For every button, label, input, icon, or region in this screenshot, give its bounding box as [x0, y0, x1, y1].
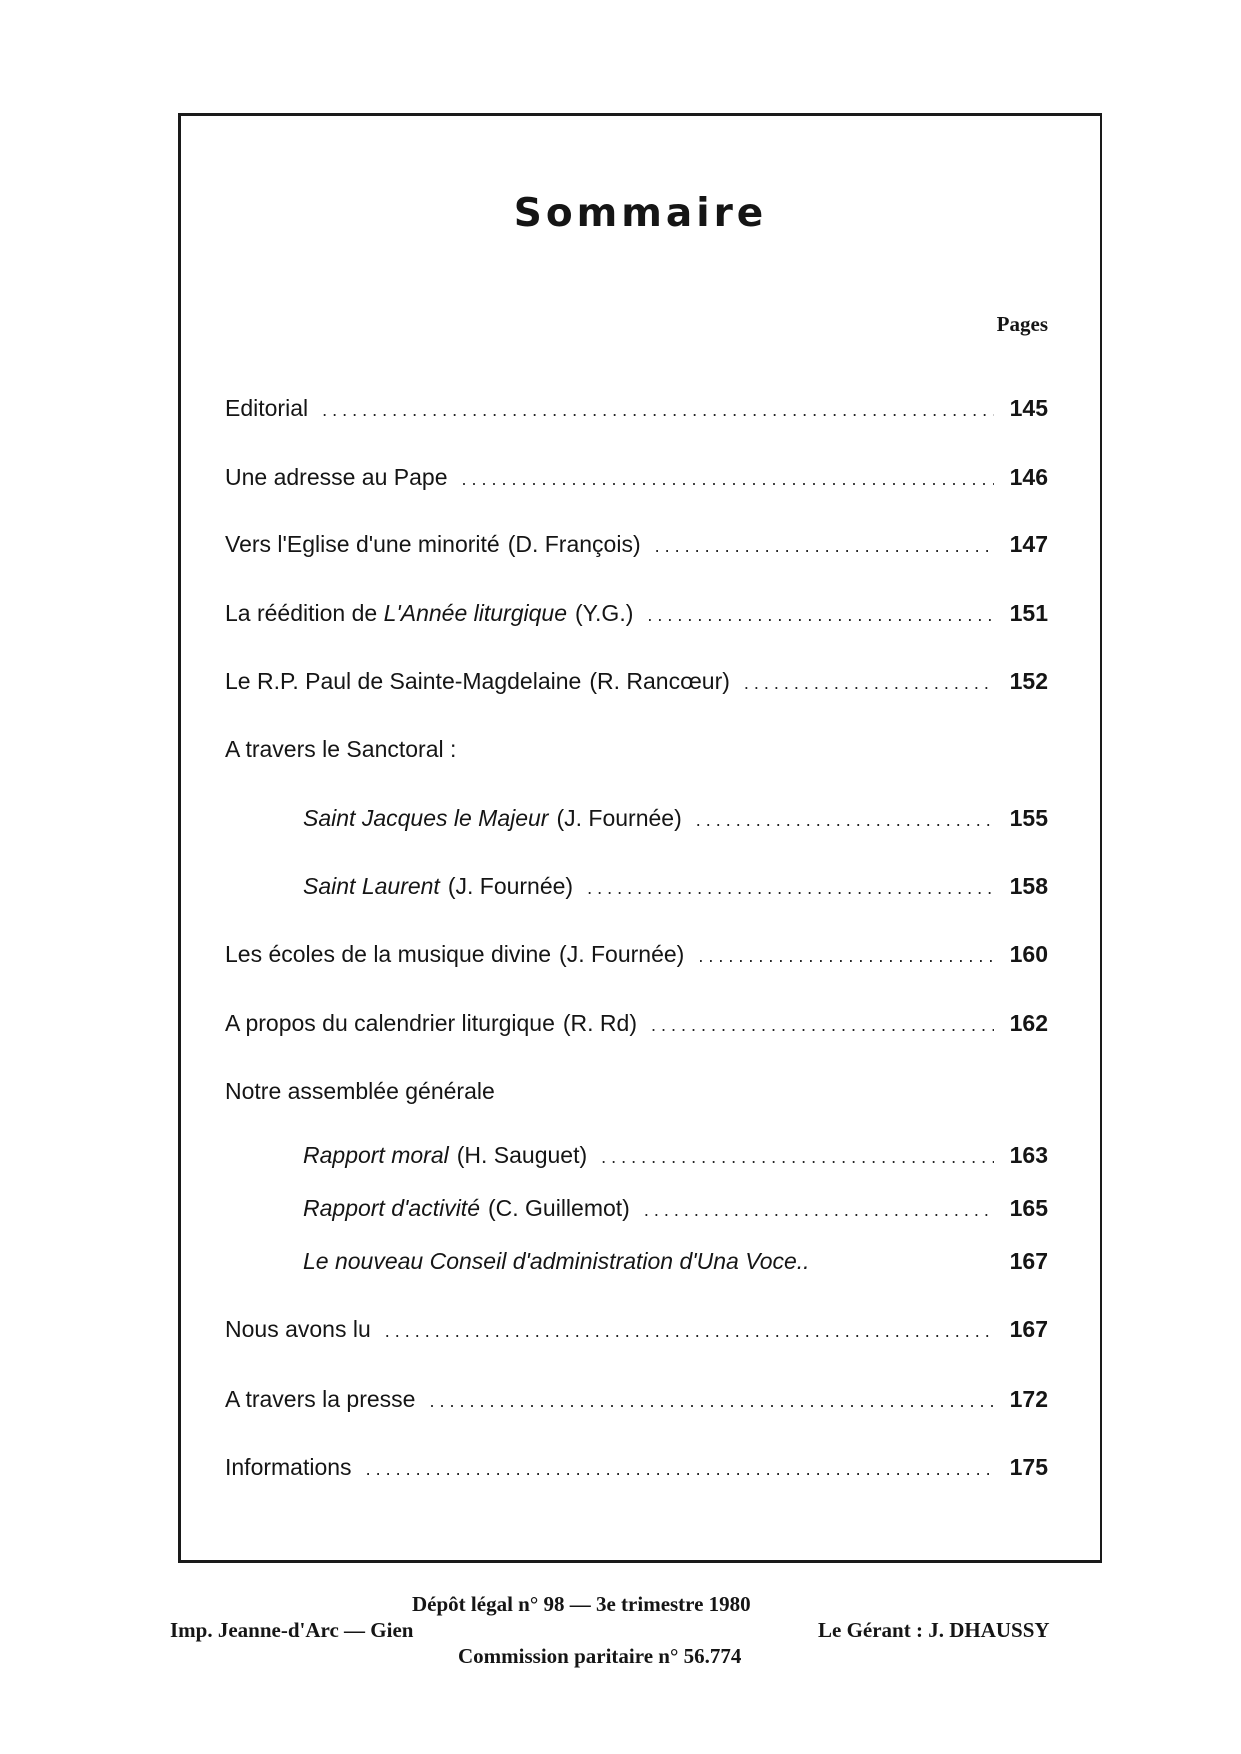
page-number: 146: [1009, 464, 1048, 490]
dot-leader: [644, 1200, 994, 1221]
page-number: 175: [1009, 1454, 1048, 1480]
entry-title: Le R.P. Paul de Sainte-Magdelaine: [225, 668, 582, 694]
entry-title-italic: Rapport d'activité: [303, 1195, 480, 1221]
entry-title-italic: Rapport moral: [303, 1142, 449, 1168]
toc-entry-conseil: [303, 1248, 1048, 1284]
entry-title: Vers l'Eglise d'une minorité: [225, 531, 500, 557]
entry-author: (R. Rd): [562, 1010, 637, 1036]
entry-title: [303, 1248, 810, 1275]
section-heading: Notre assemblée générale: [225, 1078, 495, 1104]
entry-author: (J. Fournée): [559, 941, 685, 967]
dot-leader: [366, 1459, 994, 1480]
toc-entry-eglise-minorite: [225, 531, 1048, 567]
dot-leader: [601, 1147, 994, 1168]
toc-entry-rapport-activite: [303, 1195, 1048, 1231]
entry-title: Une adresse au Pape: [225, 464, 448, 490]
pages-column-label: Pages: [996, 312, 1048, 336]
entry-title-italic: L'Année liturgique: [383, 600, 567, 626]
entry-author: (J. Fournée): [447, 873, 574, 899]
section-heading: A travers le Sanctoral :: [225, 736, 457, 762]
toc-section-assemblee: [225, 1078, 1048, 1114]
entry-title-italic: Saint Jacques le Majeur: [303, 805, 549, 831]
page-number: 155: [1009, 805, 1048, 831]
toc-entry-editorial: [225, 395, 1048, 431]
footer-depot-legal: Dépôt légal n° 98 — 3e trimestre 1980: [412, 1592, 751, 1616]
dot-leader: [385, 1321, 994, 1342]
entry-title: [303, 1195, 480, 1222]
entry-title: [303, 1142, 449, 1169]
toc-entry-informations: [225, 1454, 1048, 1490]
toc-entry-adresse-pape: [225, 464, 1048, 500]
page-number: 160: [1009, 941, 1048, 967]
toc-entry-presse: [225, 1386, 1048, 1422]
entry-title-italic: Saint Laurent: [303, 873, 440, 899]
dot-leader: [744, 673, 994, 694]
toc-entry-nous-avons-lu: [225, 1316, 1048, 1352]
page-number: 151: [1009, 600, 1048, 626]
page-number: 162: [1009, 1010, 1048, 1036]
page-number: 167: [1009, 1248, 1048, 1274]
toc-section-sanctoral: [225, 736, 1048, 772]
entry-title: [303, 805, 548, 832]
entry-title: Editorial: [225, 395, 309, 421]
entry-author: (J. Fournée): [556, 805, 682, 831]
toc-entry-reedition: [225, 600, 1048, 636]
toc-entry-rp-paul: [225, 668, 1048, 704]
page-number: 145: [1009, 395, 1048, 421]
footer-printer: Imp. Jeanne-d'Arc — Gien: [170, 1618, 414, 1642]
entry-author: (C. Guillemot): [487, 1195, 630, 1221]
dot-leader: [647, 605, 994, 626]
entry-author: (H. Sauguet): [456, 1142, 588, 1168]
toc-entry-calendrier: [225, 1010, 1048, 1046]
toc-entry-saint-jacques: [303, 805, 1048, 841]
dot-leader: [462, 469, 995, 490]
entry-title: [303, 873, 440, 900]
footer-commission: Commission paritaire n° 56.774: [458, 1644, 742, 1668]
entry-author: (D. François): [507, 531, 641, 557]
dot-leader: [322, 400, 994, 421]
entry-author: (Y.G.): [575, 600, 634, 626]
entry-title: A travers la presse: [225, 1386, 416, 1412]
entry-title: Informations: [225, 1454, 352, 1480]
entry-title: [225, 600, 567, 627]
page-number: 172: [1009, 1386, 1048, 1412]
entry-title: Nous avons lu: [225, 1316, 371, 1342]
page-number: 165: [1009, 1195, 1048, 1221]
page-number: 147: [1009, 531, 1048, 557]
footer-gerant: Le Gérant : J. DHAUSSY: [818, 1618, 1050, 1642]
page-number: 158: [1009, 873, 1048, 899]
toc-entry-ecoles-musique: [225, 941, 1048, 977]
toc-entry-rapport-moral: [303, 1142, 1048, 1178]
entry-title: A propos du calendrier liturgique: [225, 1010, 555, 1036]
toc-entry-saint-laurent: [303, 873, 1048, 909]
dot-leader: [429, 1391, 994, 1412]
contents-frame: [178, 113, 1102, 1563]
entry-author: (R. Rancœur): [589, 668, 730, 694]
page-number: 167: [1009, 1316, 1048, 1342]
dot-leader: [651, 1015, 994, 1036]
dot-leader: [655, 536, 994, 557]
dot-leader: [696, 810, 994, 831]
entry-title-italic: Le nouveau Conseil d'administration d'Una Voce..: [303, 1248, 810, 1274]
page-number: 152: [1009, 668, 1048, 694]
page-number: 163: [1009, 1142, 1048, 1168]
entry-title-prefix: La réédition de: [225, 600, 384, 626]
page-title: Sommaire: [513, 191, 768, 236]
dot-leader: [698, 946, 994, 967]
dot-leader: [587, 878, 994, 899]
entry-title: Les écoles de la musique divine: [225, 941, 552, 967]
